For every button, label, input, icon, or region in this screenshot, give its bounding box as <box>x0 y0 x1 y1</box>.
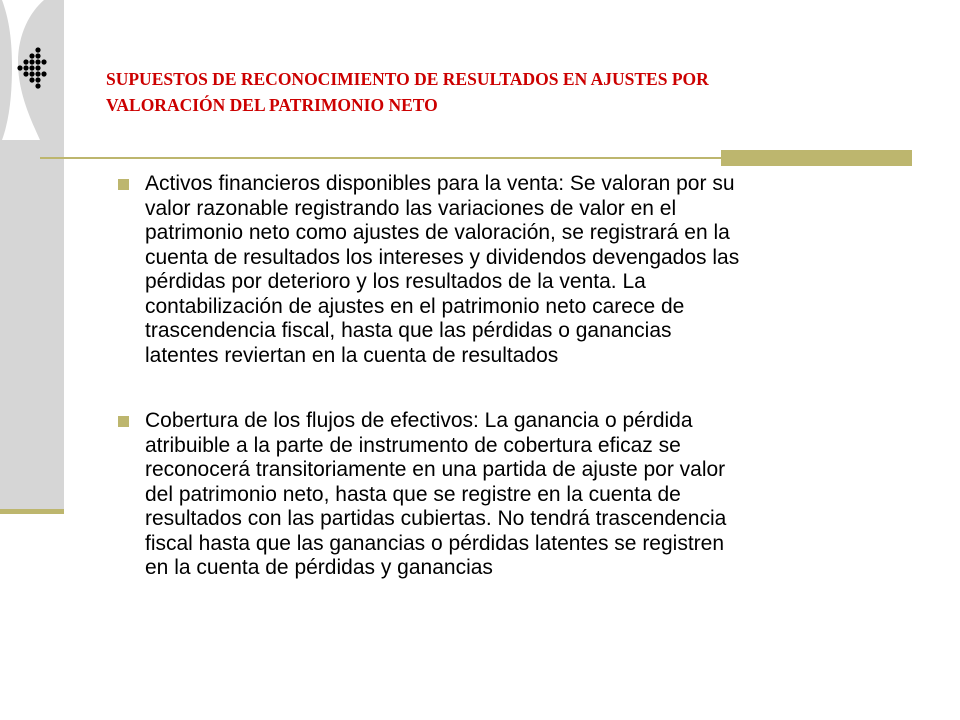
side-band-bottom-accent <box>0 509 64 514</box>
s-dots-logo-icon <box>0 0 64 140</box>
bullet-item-cobertura-flujos <box>118 409 908 581</box>
bullet-text-line: del patrimonio neto, hasta que se registre en la cuenta de <box>145 482 681 506</box>
bullet-text-line: Activos financieros disponibles para la venta: Se valoran por su <box>145 172 735 195</box>
square-bullet-icon <box>118 179 129 190</box>
title-accent-bar <box>721 150 912 166</box>
bullet-item-activos-financieros <box>118 172 908 368</box>
bullet-list <box>118 172 908 622</box>
bullet-text-line: valor razonable registrando las variaciones de valor en el <box>145 196 677 220</box>
bullet-text-line: contabilización de ajustes en el patrimonio neto carece de <box>145 294 685 318</box>
bullet-text-line: latentes reviertan en la cuenta de resultados <box>145 343 559 367</box>
slide-title <box>106 66 906 118</box>
bullet-text-line: pérdidas por deterioro y los resultados de la venta. La <box>145 270 646 293</box>
slide-title-line-2: VALORACIÓN DEL PATRIMONIO NETO <box>106 95 438 115</box>
slide-title-line-1: SUPUESTOS DE RECONOCIMIENTO DE RESULTADOS EN AJUSTES POR <box>106 69 709 89</box>
bullet-text-line: reconocerá transitoriamente en una partida de ajuste por valor <box>145 458 726 481</box>
bullet-text-line: en la cuenta de pérdidas y ganancias <box>145 556 493 579</box>
bullet-text-line: trascendencia fiscal, hasta que las pérdidas o ganancias <box>145 319 672 342</box>
bullet-text-line: patrimonio neto como ajustes de valoración, se registrará en la <box>145 221 730 244</box>
bullet-text-line: atribuible a la parte de instrumento de cobertura eficaz se <box>145 433 681 457</box>
bullet-text-line: Cobertura de los flujos de efectivos: La ganancia o pérdida <box>145 409 693 432</box>
bullet-text-line: fiscal hasta que las ganancias o pérdidas latentes se registren <box>145 531 725 555</box>
bullet-text-line: resultados con las partidas cubiertas. No tendrá trascendencia <box>145 507 727 530</box>
square-bullet-icon <box>118 416 129 427</box>
bullet-text-line: cuenta de resultados los intereses y dividendos devengados las <box>145 245 740 269</box>
